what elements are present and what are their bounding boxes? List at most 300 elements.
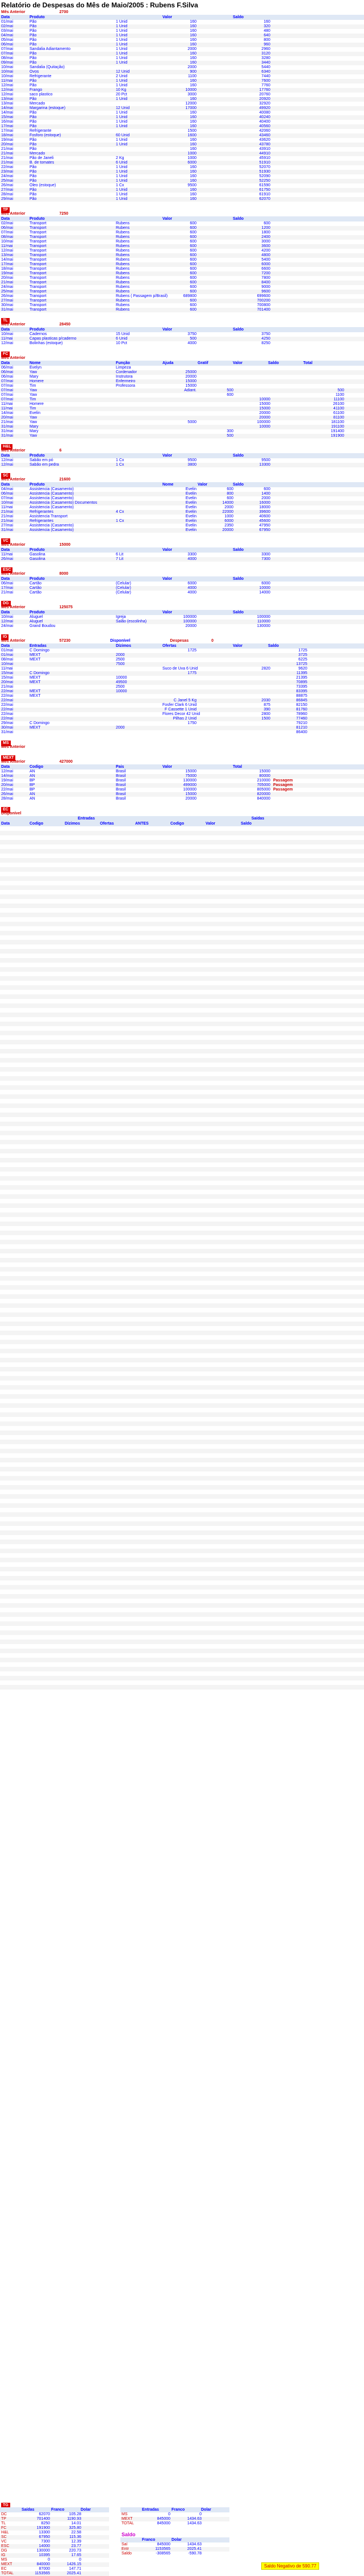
table-cell: (Celular) xyxy=(116,586,131,590)
table-cell: Evelin xyxy=(185,519,196,523)
table-row xyxy=(0,1344,364,1349)
table-cell: 09/mai xyxy=(1,61,14,65)
table-cell xyxy=(198,680,235,685)
table-row xyxy=(0,1281,364,1285)
table-cell: DC xyxy=(1,2512,7,2516)
column-header: Valor xyxy=(162,454,173,458)
table-cell: 67950 xyxy=(259,528,270,532)
table-cell xyxy=(161,676,198,680)
table-cell: 1 Cx xyxy=(116,463,124,467)
table-cell: 110000 xyxy=(257,620,270,624)
table-cell: 500 xyxy=(227,388,233,392)
table-cell: 31/mai xyxy=(1,434,14,438)
table-row xyxy=(0,954,364,958)
table-row xyxy=(0,667,364,671)
table-cell: B. de tomates xyxy=(30,161,55,165)
mes-anterior-label: Mês Anterior xyxy=(1,639,26,643)
table-row xyxy=(0,1385,364,1390)
table-cell: 82150 xyxy=(296,703,307,707)
table-cell: 4000 xyxy=(187,591,196,595)
table-cell xyxy=(115,699,161,703)
saldo-negativo-note: Saldo Negativo de 590.77 xyxy=(261,2562,319,2570)
table-cell xyxy=(309,366,346,370)
table-cell xyxy=(198,29,235,34)
table-cell: 845000 xyxy=(157,2517,170,2521)
table-cell: Sandalia Adiantamento xyxy=(30,47,70,51)
table-row xyxy=(0,1090,364,1094)
table-row xyxy=(0,863,364,867)
table-cell xyxy=(198,384,235,388)
table-cell: 13/mai xyxy=(1,97,14,101)
table-cell: 08/mai xyxy=(1,56,14,60)
table-cell: 11/mai xyxy=(1,79,13,83)
table-cell: Pão de Janeli xyxy=(30,156,54,160)
table-row xyxy=(0,774,364,779)
table-cell: 19/mai xyxy=(1,138,14,142)
table-cell: Assistencia (Casamento) xyxy=(30,487,74,491)
table-row xyxy=(0,1549,364,1553)
table-cell: Mercado xyxy=(30,102,45,106)
saldo-table xyxy=(120,2537,229,2556)
table-cell: 500 xyxy=(337,388,344,392)
table-cell: 73395 xyxy=(296,685,307,689)
table-cell: Brasil xyxy=(116,774,126,778)
table-row xyxy=(0,1462,364,1467)
table-cell xyxy=(198,93,235,97)
table-row xyxy=(0,1113,364,1117)
table-row xyxy=(0,379,364,384)
table-cell: Tim xyxy=(30,384,36,388)
table-cell xyxy=(198,341,235,346)
table-cell xyxy=(198,281,235,285)
column-header xyxy=(196,15,232,20)
table-cell xyxy=(272,398,309,402)
table-cell: 160 xyxy=(190,124,196,128)
table-cell xyxy=(115,671,161,676)
table-row xyxy=(0,1308,364,1312)
table-row xyxy=(0,240,364,244)
table-cell: Aluguel xyxy=(30,620,43,624)
table-row xyxy=(0,553,364,557)
despesas-label: Despesas xyxy=(170,639,189,643)
table-row xyxy=(0,1667,364,1671)
table-cell: 52070 xyxy=(259,165,270,169)
table-row xyxy=(0,133,364,138)
section-tag: VC xyxy=(1,538,10,544)
table-cell xyxy=(235,393,272,398)
table-cell: 4250 xyxy=(261,337,270,341)
table-cell xyxy=(115,703,161,708)
table-cell: 600 xyxy=(190,267,196,271)
table-cell: 600 xyxy=(190,231,196,235)
table-row xyxy=(0,1617,364,1621)
column-header: Saldo xyxy=(233,217,244,221)
section-tag: ESC xyxy=(1,567,12,573)
table-cell: Pão xyxy=(30,97,37,101)
table-cell: 14/mai xyxy=(1,411,14,415)
table-cell xyxy=(235,726,272,730)
table-cell xyxy=(115,487,161,492)
table-row xyxy=(0,1162,364,1167)
table-cell: 820000 xyxy=(257,792,270,796)
table-cell: 02/mai xyxy=(1,221,14,225)
table-cell: MEXT xyxy=(122,2517,133,2521)
table-row xyxy=(0,1185,364,1190)
table-cell xyxy=(198,425,235,429)
table-row xyxy=(0,1467,364,1471)
table-cell: 31/mai xyxy=(1,308,14,312)
column-header: Franco xyxy=(51,2508,65,2512)
table-cell: 1000 xyxy=(224,515,233,518)
table-row xyxy=(0,496,364,501)
table-cell: 11/mai xyxy=(1,505,13,509)
table-cell: 61100 xyxy=(333,411,344,415)
table-cell xyxy=(198,303,235,308)
table-row xyxy=(0,231,364,235)
table-cell: 9620 xyxy=(298,667,307,671)
mes-anterior-label: Mês Anterior xyxy=(1,572,26,576)
table-row xyxy=(0,1499,364,1503)
table-cell xyxy=(198,624,235,629)
table-cell: Assistencia (Casamento) xyxy=(30,496,74,500)
column-header: Saldo xyxy=(233,577,244,581)
table-cell: 1 Unid xyxy=(116,111,128,115)
table-row xyxy=(0,226,364,231)
table-cell: 28/mai xyxy=(1,193,14,196)
column-header: Ajuda xyxy=(162,361,174,365)
table-cell xyxy=(272,366,309,370)
mes-anterior-label: Mês Anterior xyxy=(1,543,26,547)
table-row xyxy=(0,1031,364,1035)
table-cell: 26/mai xyxy=(1,557,14,561)
column-header: Ofertas xyxy=(162,644,177,648)
table-row xyxy=(0,1399,364,1403)
table-cell: 845000 xyxy=(157,2542,170,2546)
table-cell: 41100 xyxy=(333,407,344,411)
table-cell: 160 xyxy=(190,115,196,119)
table-cell: 1434.63 xyxy=(187,2517,202,2521)
table-row xyxy=(0,337,364,341)
table-cell: Adiant. xyxy=(184,388,196,392)
table-cell: 14/mai xyxy=(1,258,14,262)
table-cell xyxy=(198,308,235,312)
table-cell: 3300 xyxy=(187,553,196,557)
table-row xyxy=(0,43,364,47)
table-cell xyxy=(272,379,309,384)
table-cell xyxy=(28,708,115,712)
table-cell: 191400 xyxy=(330,429,344,433)
column-header-row xyxy=(120,2537,229,2542)
table-cell: Pão xyxy=(30,188,37,192)
table-cell: Homere xyxy=(30,402,44,406)
table-row xyxy=(0,854,364,858)
mes-anterior xyxy=(0,356,364,361)
section-tag: MS xyxy=(1,741,11,746)
table-cell: Evelin xyxy=(30,411,41,415)
table-cell: 49500 xyxy=(116,680,127,684)
table-cell xyxy=(272,774,309,779)
table-cell: 07/mai xyxy=(1,393,14,397)
table-row xyxy=(0,926,364,931)
table-cell: 191900 xyxy=(330,434,344,438)
mes-anterior-value: 28450 xyxy=(59,323,70,327)
table-cell xyxy=(198,667,235,671)
table-row xyxy=(0,299,364,303)
table-row xyxy=(0,826,364,831)
table-cell xyxy=(161,685,198,689)
table-cell: 13/mai xyxy=(1,102,14,106)
table-cell: 43460 xyxy=(259,133,270,137)
table-cell: Rubens xyxy=(116,258,130,262)
column-header: Total xyxy=(303,361,313,365)
table-cell: 21/mai xyxy=(1,519,14,523)
table-cell xyxy=(198,591,235,595)
table-cell xyxy=(115,420,161,425)
table-cell: 7600 xyxy=(261,79,270,83)
table-row xyxy=(0,1340,364,1344)
table-cell: 100000 xyxy=(183,615,196,619)
table-cell: Yaw xyxy=(30,393,37,397)
table-cell: 13300 xyxy=(259,463,270,467)
mes-anterior-value: 2700 xyxy=(59,10,69,14)
table-cell: 12.39 xyxy=(71,2540,81,2544)
table-row xyxy=(0,1217,364,1222)
table-cell: 4000 xyxy=(187,586,196,590)
table-cell: Transport xyxy=(30,271,47,275)
table-cell: 13300 xyxy=(39,2531,50,2535)
table-cell xyxy=(198,262,235,267)
table-cell: 15000 xyxy=(259,770,270,773)
table-cell: 6000 xyxy=(261,262,270,266)
table-row xyxy=(0,83,364,88)
table-cell xyxy=(115,528,161,533)
table-row xyxy=(0,1680,364,1685)
table-cell: 600 xyxy=(190,226,196,230)
column-header: Nome xyxy=(30,361,41,365)
table-cell: 14/mai xyxy=(1,106,14,110)
table-cell: 08/mai xyxy=(1,235,14,239)
table-cell xyxy=(115,624,161,629)
column-header-row xyxy=(0,547,364,553)
table-row xyxy=(0,375,364,379)
table-cell xyxy=(235,370,272,375)
column-header: Dolar xyxy=(81,2508,91,2512)
table-row xyxy=(0,1635,364,1640)
table-cell: 39600 xyxy=(259,510,270,514)
table-cell: 840000 xyxy=(257,797,270,801)
table-cell xyxy=(198,34,235,38)
table-cell: 01/mai xyxy=(1,649,14,653)
table-row xyxy=(0,1172,364,1176)
table-cell: 600 xyxy=(263,221,270,225)
table-row xyxy=(0,74,364,79)
table-row xyxy=(0,1244,364,1249)
table-row xyxy=(0,267,364,271)
table-row xyxy=(0,308,364,312)
table-row xyxy=(0,281,364,285)
table-cell: 02/mai xyxy=(1,24,14,28)
table-cell: 07/mai xyxy=(1,52,14,56)
table-cell: 06/mai xyxy=(1,375,14,379)
table-cell: 67950 xyxy=(39,2535,50,2539)
table-cell: Yaw xyxy=(30,370,37,374)
table-cell: 160 xyxy=(190,56,196,60)
table-row xyxy=(0,1353,364,1358)
table-row xyxy=(0,958,364,963)
table-cell xyxy=(198,375,235,379)
section-gap xyxy=(0,629,364,633)
table-cell xyxy=(115,411,161,416)
table-cell: 6 Lit xyxy=(116,553,124,557)
table-row xyxy=(0,2526,109,2531)
table-cell xyxy=(235,384,272,388)
table-row xyxy=(0,788,364,792)
table-cell: 15/mai xyxy=(1,115,14,119)
table-cell: 21395 xyxy=(296,676,307,680)
column-header xyxy=(196,216,232,221)
table-cell xyxy=(198,299,235,303)
table-cell: 160 xyxy=(190,61,196,65)
table-cell: 17000 xyxy=(185,106,196,110)
table-row xyxy=(0,1149,364,1153)
table-cell: 11395 xyxy=(296,671,307,675)
column-header-row xyxy=(0,576,364,582)
table-cell: 23/mai xyxy=(1,170,14,174)
table-cell: Evelin xyxy=(185,501,196,505)
table-cell xyxy=(235,721,272,726)
table-cell: Assistencia (Casamento) xyxy=(30,524,74,528)
table-cell: Refrigerantes xyxy=(30,519,54,523)
table-cell: 6340 xyxy=(261,70,270,74)
table-row xyxy=(0,1212,364,1217)
table-cell: 16/mai xyxy=(1,120,14,124)
table-cell xyxy=(198,379,235,384)
section-gap xyxy=(0,595,364,600)
table-cell: 20/mai xyxy=(1,680,14,684)
table-cell: 29/mai xyxy=(1,721,14,725)
table-cell: Assistencia (Casamento) Documentos xyxy=(30,501,98,505)
table-row xyxy=(0,963,364,967)
table-cell: 31/mai xyxy=(1,425,14,429)
table-cell xyxy=(235,429,272,434)
table-cell xyxy=(309,379,346,384)
table-cell xyxy=(272,402,309,407)
mes-anterior-value: 427000 xyxy=(59,760,73,764)
table-cell: 325.80 xyxy=(69,2526,81,2530)
table-cell xyxy=(198,712,235,717)
table-cell: 17760 xyxy=(259,88,270,92)
column-header-row xyxy=(0,764,364,770)
table-cell xyxy=(161,416,198,420)
table-row xyxy=(0,174,364,179)
table-cell: 600 xyxy=(190,249,196,253)
table-cell: 6000 xyxy=(187,582,196,586)
table-row xyxy=(0,591,364,595)
table-cell: 51910 xyxy=(259,161,270,165)
section-title xyxy=(0,739,364,745)
table-cell: 6000 xyxy=(224,519,233,523)
table-cell xyxy=(161,434,198,438)
table-row xyxy=(0,276,364,281)
section-gap xyxy=(0,562,364,566)
table-row xyxy=(0,2535,109,2540)
table-cell: 600 xyxy=(263,487,270,491)
table-cell: 840000 xyxy=(36,2562,50,2566)
table-row xyxy=(0,949,364,954)
table-cell xyxy=(198,726,235,730)
table-cell: 10/mai xyxy=(1,240,14,244)
table-cell: -590.78 xyxy=(188,2552,202,2556)
table-cell: 20/mai xyxy=(1,276,14,280)
table-row xyxy=(0,1158,364,1162)
table-row xyxy=(0,1358,364,1362)
table-cell: 0 xyxy=(79,2558,81,2562)
table-cell: 8400 xyxy=(261,281,270,285)
column-header: Saldo xyxy=(233,328,244,332)
table-row xyxy=(0,653,364,658)
table-cell xyxy=(198,79,235,83)
table-row xyxy=(0,271,364,276)
table-cell: 15/mai xyxy=(1,676,14,680)
table-cell: 12/mai xyxy=(1,83,14,87)
table-cell: 10/mai xyxy=(1,65,14,69)
section-gap xyxy=(0,750,364,754)
table-cell: 9500 xyxy=(261,458,270,462)
table-cell: 160 xyxy=(190,193,196,196)
column-header: Saldo xyxy=(233,483,244,487)
table-row xyxy=(0,179,364,183)
table-row xyxy=(0,1335,364,1340)
table-row xyxy=(0,1649,364,1653)
table-cell: 3750 xyxy=(261,332,270,336)
column-header: Data xyxy=(1,577,10,581)
report-sheet xyxy=(0,10,364,1690)
table-cell: 1725 xyxy=(187,649,196,653)
table-row xyxy=(0,2567,109,2571)
table-cell: 7200 xyxy=(261,271,270,275)
table-cell: 86400 xyxy=(296,730,307,734)
table-row xyxy=(0,519,364,524)
table-cell: 10000 xyxy=(259,425,270,429)
table-row xyxy=(0,1276,364,1281)
table-cell: Assistencia (Casamento) xyxy=(30,505,74,509)
mes-anterior xyxy=(0,639,364,643)
table-cell: 07/mai xyxy=(1,398,14,402)
table-cell: Assistencia (Casamento) xyxy=(30,528,74,532)
table-cell: 845000 xyxy=(157,2521,170,2525)
table-cell xyxy=(198,152,235,156)
table-row xyxy=(0,70,364,74)
table-cell: Tim xyxy=(30,398,36,402)
table-row xyxy=(0,1003,364,1008)
column-header xyxy=(115,15,161,20)
table-cell: 700800 xyxy=(257,303,270,307)
column-header: Valor xyxy=(162,548,173,552)
table-row xyxy=(0,1662,364,1667)
table-row xyxy=(0,366,364,370)
table-cell: 160 xyxy=(190,120,196,124)
table-cell: 160 xyxy=(190,188,196,192)
table-row xyxy=(0,1017,364,1022)
table-cell: 08/mai xyxy=(1,658,14,662)
table-row xyxy=(0,1512,364,1517)
table-row xyxy=(0,1621,364,1626)
table-cell: 9500 xyxy=(187,458,196,462)
table-row xyxy=(0,120,364,124)
table-cell: 3750 xyxy=(187,332,196,336)
table-cell: 06/mai xyxy=(1,492,14,496)
table-row xyxy=(0,165,364,170)
